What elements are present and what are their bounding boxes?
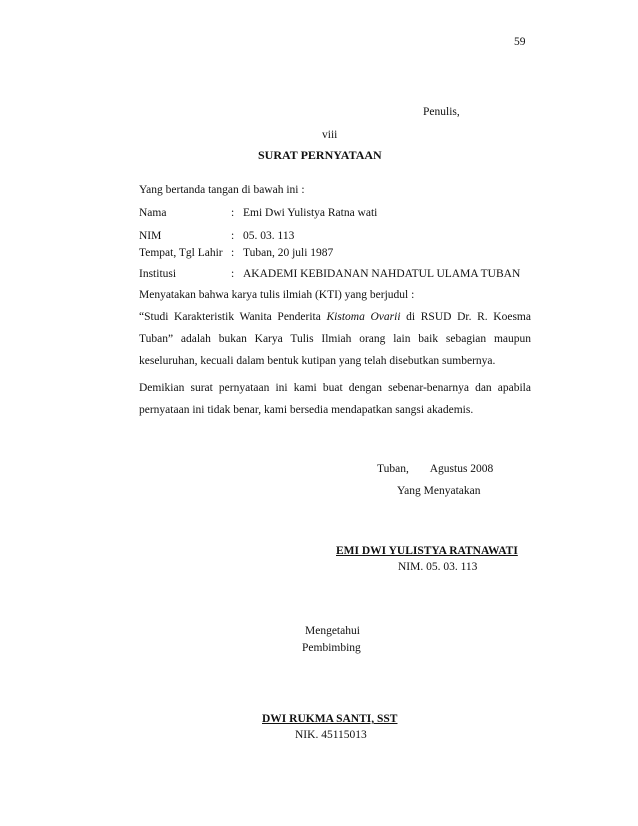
- signer-name: EMI DWI YULISTYA RATNAWATI: [336, 545, 518, 557]
- place: Tuban,: [377, 463, 409, 475]
- closing-line-1: Demikian surat pernyataan ini kami buat dengan sebenar-benarnya dan apabila: [139, 382, 531, 394]
- field-label: Institusi: [139, 268, 177, 280]
- supervisor-name: DWI RUKMA SANTI, SST: [262, 713, 398, 725]
- field-row-ttl: [139, 247, 333, 259]
- field-row-nim: [139, 230, 294, 242]
- field-label: Tempat, Tgl Lahir: [139, 247, 223, 259]
- field-colon: :: [231, 247, 235, 259]
- date: Agustus 2008: [429, 463, 494, 475]
- signer-role: Yang Menyatakan: [397, 485, 481, 497]
- statement-line-3: keseluruhan, kecuali dalam bentuk kutipan yang telah disebutkan sumbernya.: [139, 355, 496, 367]
- closing-paragraph: [139, 377, 531, 421]
- penulis-label: Penulis,: [423, 106, 460, 118]
- place-date: [377, 463, 493, 475]
- field-label: Nama: [139, 207, 167, 219]
- field-row-nama: [139, 207, 377, 219]
- statement-intro: Menyatakan bahwa karya tulis ilmiah (KTI) yang berjudul :: [139, 289, 415, 301]
- statement-paragraph: [139, 306, 531, 372]
- field-colon: :: [231, 230, 235, 242]
- roman-page-number: viii: [322, 129, 338, 141]
- supervisor-nik: NIK. 45115013: [295, 729, 367, 741]
- signer-nim: NIM. 05. 03. 113: [398, 561, 478, 573]
- italic-term: Kistoma Ovarii: [326, 311, 401, 323]
- field-row-institusi: [139, 268, 520, 280]
- mengetahui-label: Mengetahui: [305, 625, 360, 637]
- intro-text: Yang bertanda tangan di bawah ini :: [139, 184, 305, 196]
- document-title: SURAT PERNYATAAN: [258, 148, 382, 162]
- field-colon: :: [231, 207, 235, 219]
- closing-line-2: pernyataan ini tidak benar, kami bersedia mendapatkan sangsi akademis.: [139, 404, 474, 416]
- statement-line-2: Tuban” adalah bukan Karya Tulis Ilmiah orang lain baik sebagian maupun: [139, 333, 531, 345]
- field-value: Tuban, 20 juli 1987: [243, 247, 334, 259]
- field-label: NIM: [139, 230, 162, 242]
- field-colon: :: [231, 268, 235, 280]
- page-number: 59: [514, 36, 526, 48]
- pembimbing-label: Pembimbing: [302, 642, 361, 654]
- statement-line-1: “Studi Karakteristik Wanita Penderita Kistoma Ovarii di RSUD Dr. R. Koesma: [139, 311, 531, 323]
- field-value: 05. 03. 113: [243, 230, 295, 242]
- field-value: AKADEMI KEBIDANAN NAHDATUL ULAMA TUBAN: [243, 268, 521, 280]
- field-value: Emi Dwi Yulistya Ratna wati: [243, 207, 378, 219]
